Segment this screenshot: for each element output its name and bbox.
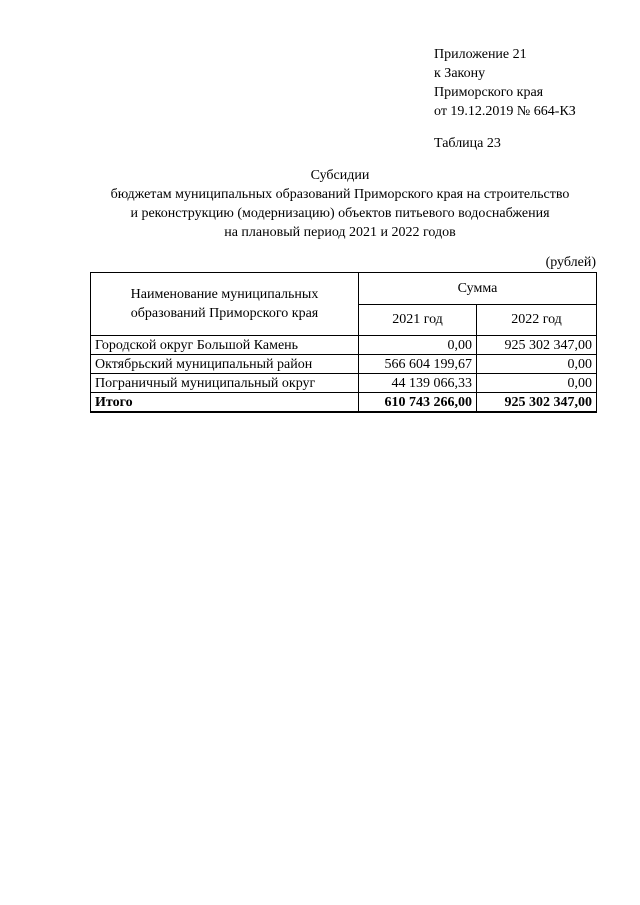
total-label: Итого	[91, 393, 359, 413]
amount-2022: 0,00	[477, 374, 597, 393]
document-title	[40, 166, 640, 242]
table-row	[91, 374, 597, 393]
appendix-line: от 19.12.2019 № 664-КЗ	[434, 104, 576, 119]
municipality-name: Октябрьский муниципальный район	[91, 355, 359, 374]
amount-2022: 925 302 347,00	[477, 336, 597, 355]
title-line: Субсидии	[310, 168, 370, 183]
appendix-reference	[434, 45, 576, 121]
table-row	[91, 336, 597, 355]
header-year-2021: 2021 год	[359, 304, 477, 336]
subsidies-table	[90, 272, 597, 413]
header-sum: Сумма	[359, 273, 597, 305]
table-row	[91, 355, 597, 374]
header-year-2022: 2022 год	[477, 304, 597, 336]
amount-2021: 566 604 199,67	[359, 355, 477, 374]
municipality-name: Городской округ Большой Камень	[91, 336, 359, 355]
municipality-name: Пограничный муниципальный округ	[91, 374, 359, 393]
appendix-line: к Закону	[434, 66, 486, 81]
title-line: и реконструкцию (модернизацию) объектов питьевого водоснабжения	[130, 206, 550, 221]
amount-2021: 44 139 066,33	[359, 374, 477, 393]
amount-2021: 0,00	[359, 336, 477, 355]
title-line: на плановый период 2021 и 2022 годов	[224, 225, 456, 240]
unit-label: (рублей)	[545, 255, 596, 270]
table-number: Таблица 23	[434, 136, 501, 151]
amount-2022: 0,00	[477, 355, 597, 374]
total-row	[91, 393, 597, 413]
appendix-line: Приморского края	[434, 85, 544, 100]
header-municipality: Наименование муниципальных образований Приморского края	[91, 273, 359, 336]
appendix-line: Приложение 21	[434, 47, 527, 62]
total-2022: 925 302 347,00	[477, 393, 597, 413]
title-line: бюджетам муниципальных образований Приморского края на строительство	[110, 187, 570, 202]
total-2021: 610 743 266,00	[359, 393, 477, 413]
